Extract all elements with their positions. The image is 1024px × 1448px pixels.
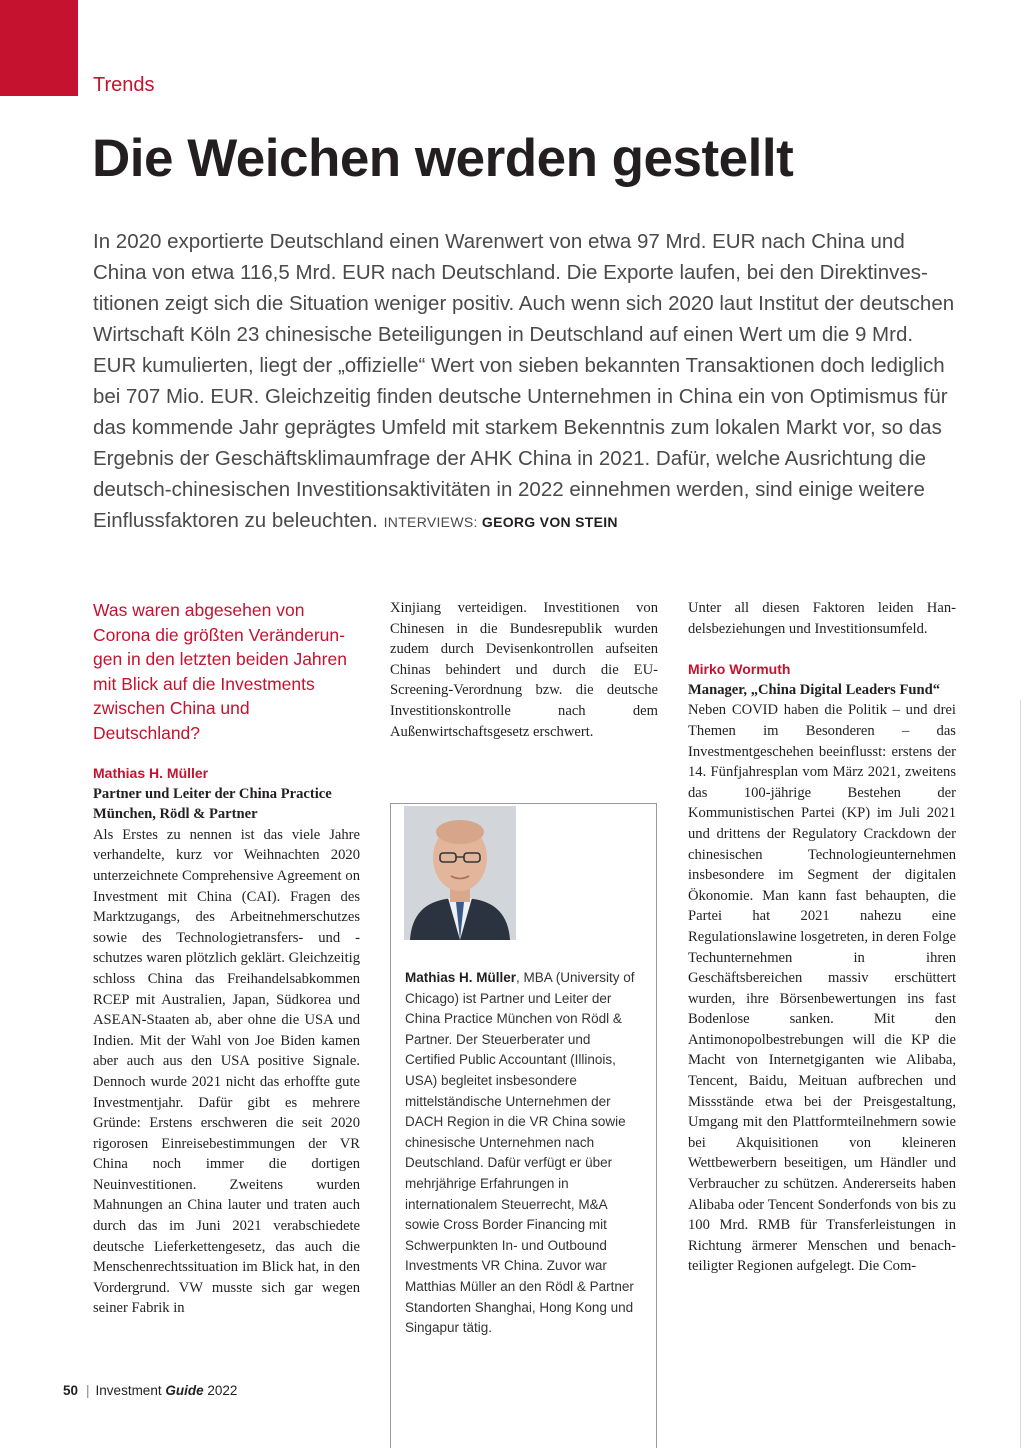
column-3-intro: Unter all diesen Faktoren leiden Handelsbeziehungen und Investitionsumfeld. [688, 600, 956, 637]
interview-credit [384, 514, 618, 530]
portrait-photo [404, 806, 516, 940]
publication-year: 2022 [207, 1383, 238, 1398]
lead-text: In 2020 exportierte Deutschland einen Warenwert von etwa 97 Mrd. EUR nach China und China von etwa 116,5 Mrd. EUR nach Deutschland. Die Exporte laufen, bei den Direktinvestitionen zeigt sich die Situation weniger positiv. Auch wenn sich 2020 laut Institut der deutschen Wirtschaft Köln 23 chinesische Beteiligungen in Deutschland auf einen Wert um die 9 Mrd. EUR kumulierten, liegt der „offizielle“ Wert von sieben bekannten Transaktionen doch lediglich bei 707 Mio. EUR. Gleichzeitig finden deutsche Unternehmen in China ein von Optimismus für das kommende Jahr geprägtes Umfeld mit starkem Bekenntnis zum lokalen Markt vor, so das Ergebnis der Geschäftsklimaumfrage der AHK China in 2021. Dafür, welche Ausrichtung die deutsch-chinesischen Investitionsaktivitäten in 2022 einnehmen werden, sind einige weitere Einflussfaktoren zu beleuchten. [93, 230, 955, 532]
footer-separator: | [86, 1383, 90, 1398]
publication-prefix: Investment [95, 1383, 162, 1398]
margin-rule [1020, 700, 1021, 1448]
article-title: Die Weichen werden gestellt [92, 129, 794, 188]
bio-box [390, 803, 657, 1448]
column-2 [390, 598, 658, 742]
credit-label: INTERVIEWS: [383, 514, 478, 530]
bio-description: , MBA (University of Chicago) ist Partner und Leiter der China Practice München von Rödl & Partner. Der Steuerberater und Certified Public Accountant (Illinois, USA) begleitet insbesondere mittelständische Unternehmen der DACH Region in die VR China sowie chinesische Unternehmen nach Deutschland. Dafür verfügt er über mehrjährige Erfahrungen in internationalem Steuerrecht, M&A sowie Cross Border Financing mit Schwerpunkten In- und Outbound Investments VR China. Zuvor war Matthias Müller an den Rödl & Partner Standorten Shanghai, Hong Kong und Singapur tätig. [405, 970, 635, 1336]
section-label: Trends [93, 74, 155, 96]
page-number: 50 [63, 1383, 79, 1398]
publication-italic: Guide [165, 1383, 204, 1398]
section-color-tab [0, 0, 78, 96]
answer-continuation: Xinjiang verteidigen. Investitionen von Chinesen in die Bundesrepublik wurden zudem durch Devisenkontrollen aufseiten Chinas behindert und durch die EU-Screening-Verordnung bzw. die deutsche Investitionskontrolle nach dem Außenwirtschaftsgesetz erschwert. [390, 600, 658, 740]
bio-text [405, 968, 640, 1339]
answer-text: Neben COVID haben die Politik – und drei Themen im Besonderen – das Investmentgeschehen beeinflusst: erstens der 14. Fünfjahresplan vom März 2021, zweitens das 100-jährige Bestehen der Kommunistischen Partei (KP) im Juli 2021 und drittens der Regulatory Crackdown der chinesischen Technologieunternehmen insbesondere im Segment der digitalen Ökonomie. Man kann fast behaupten, die Partei hat 2021 nahezu eine Regulationslawine losgetreten, in deren Folge Techunternehmen in ihren Geschäftsbereichen massiv erschüttert wurden, ihre Börsenbewertungen ins fast Bodenlose sanken. Mit den Antimonopolbestrebungen will die KP die Macht von Internetgiganten wie Alibaba, Tencent, Baidu, Meituan aufbrechen und Missstände etwa bei der Preisgestaltung, Umgang mit den Plattformteilnehmern sowie bei Akquisitionen von kleineren Wettbewerbern beseitigen, um Händler und Verbraucher zu schützen. Andererseits haben Alibaba oder Tencent Sonderfonds von bis zu 100 Mrd. RMB für Transferleistungen in Richtung ärmerer Menschen und benachteiligter Regionen aufgelegt. Die Com- [688, 702, 956, 1275]
bio-name: Mathias H. Müller [405, 970, 517, 985]
column-1 [93, 598, 360, 1319]
speaker-name: Mathias H. Müller [93, 765, 209, 781]
column-3 [688, 598, 956, 1277]
page-footer [63, 1383, 237, 1398]
speaker-role: Partner und Leiter der China Practice München, Rödl & Partner [93, 785, 332, 823]
speaker-name: Mirko Wormuth [688, 661, 791, 678]
credit-name: GEORG VON STEIN [481, 514, 618, 530]
speaker-role: Manager, „China Digital Leaders Fund“ [688, 681, 941, 698]
answer-text: Als Erstes zu nennen ist das viele Jahre verhandelte, kurz vor Weihnachten 2020 unterzeichnete Comprehensive Agreement on Investment mit China (CAI). Fragen des Marktzugangs, des Arbeitnehmerschutzes sowie des Technologietransfers- und -schutzes waren plötzlich geklärt. Gleichzeitig schloss China das Freihandelsabkommen RCEP mit Australien, Japan, Südkorea und ASEAN-Staaten ab, aber ohne die USA und Indien. Mit der Wahl von Joe Biden kamen aber auch aus den USA positive Signale. Dennoch wurde 2021 nicht das erhoffte gute Investmentjahr. Dafür gibt es mehrere Gründe: Erstens erschweren die seit 2020 rigorosen Einreisebestimmungen der VR China noch immer die dortigen Neuinvestitionen. Zweitens wurden Mahnungen an China lauter und traten auch durch das im Juni 2021 verabschiedete deutsche Lieferkettengesetz, das auch die Menschenrechtssituation im Blick hat, in den Vordergrund. VW musste sich gar wegen seiner Fabrik in [93, 826, 360, 1317]
article-lead [93, 226, 955, 538]
interview-question: Was waren abgesehen von Corona die größten Veränderungen in den letzten beiden Jahren mit Blick auf die Investments zwischen China und Deutschland? [93, 600, 347, 743]
